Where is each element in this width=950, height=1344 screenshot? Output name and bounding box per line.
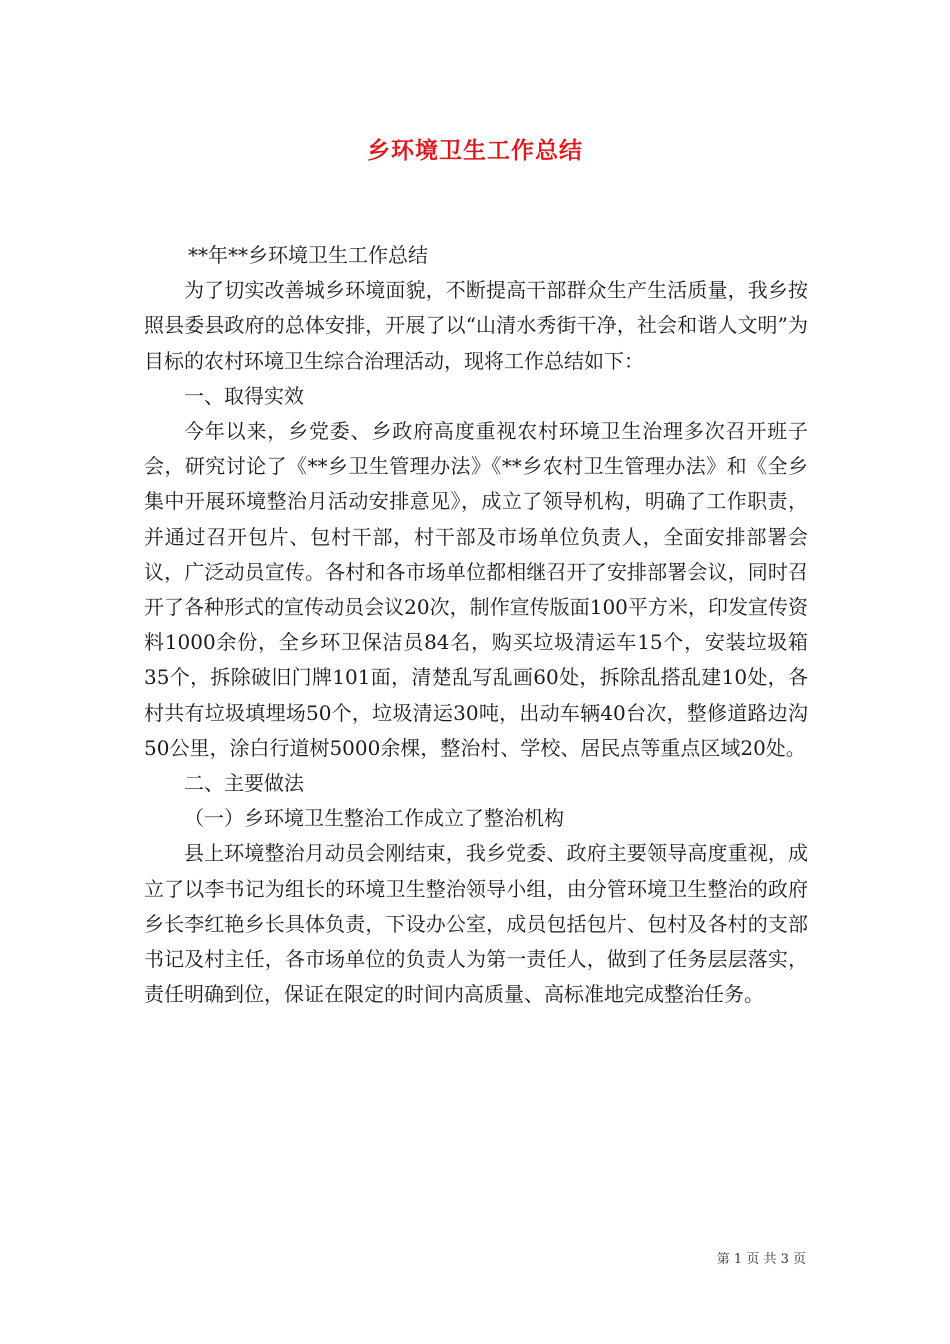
document-subtitle: **年**乡环境卫生工作总结 xyxy=(188,243,428,267)
organization-paragraph: 县上环境整治月动员会刚结束，我乡党委、政府主要领导高度重视，成立了以李书记为组长的环境卫生整治领导小组，由分管环境卫生整治的政府乡长李红艳乡长具体负责，下设办公室，成员包括包片、包村及各村的支部书记及村主任，各市场单位的负责人为第一责任人，做到了任务层层落实，责任明确到位，保证在限定的时间内高质量、高标准地完成整治任务。 xyxy=(144,841,808,1007)
page-number-footer: 第 1 页 共 3 页 xyxy=(716,1252,806,1267)
results-paragraph: 今年以来，乡党委、乡政府高度重视农村环境卫生治理多次召开班子会，研究讨论了《**乡卫生管理办法》《**乡农村卫生管理办法》和《全乡集中开展环境整治月活动安排意见》，成立了领导机构，明确了工作职责，并通过召开包片、包村干部，村干部及市场单位负责人，全面安排部署会议，广泛动员宣传。各村和各市场单位都相继召开了安排部署会议，同时召开了各种形式的宣传动员会议20次，制作宣传版面100平方米，印发宣传资料1000余份，全乡环卫保洁员84名，购买垃圾清运车15个，安装垃圾箱35个，拆除破旧门牌101面，清楚乱写乱画60处，拆除乱搭乱建10处，各村共有垃圾填埋场50个，垃圾清运30吨，出动车辆40台次，整修道路边沟50公里，涂白行道树5000余棵，整治村、学校、居民点等重点区域20处。 xyxy=(144,419,808,760)
document-title: 乡环境卫生工作总结 xyxy=(367,138,583,164)
section-heading-results: 一、取得实效 xyxy=(184,383,304,408)
section-heading-methods: 二、主要做法 xyxy=(184,771,304,796)
subsection-heading-organization: （一）乡环境卫生整治工作成立了整治机构 xyxy=(184,806,564,831)
document-body xyxy=(144,238,808,1012)
intro-paragraph: 为了切实改善城乡环境面貌，不断提高干部群众生产生活质量，我乡按照县委县政府的总体安排，开展了以“山清水秀街干净，社会和谐人文明”为目标的农村环境卫生综合治理活动，现将工作总结如下： xyxy=(144,278,808,373)
